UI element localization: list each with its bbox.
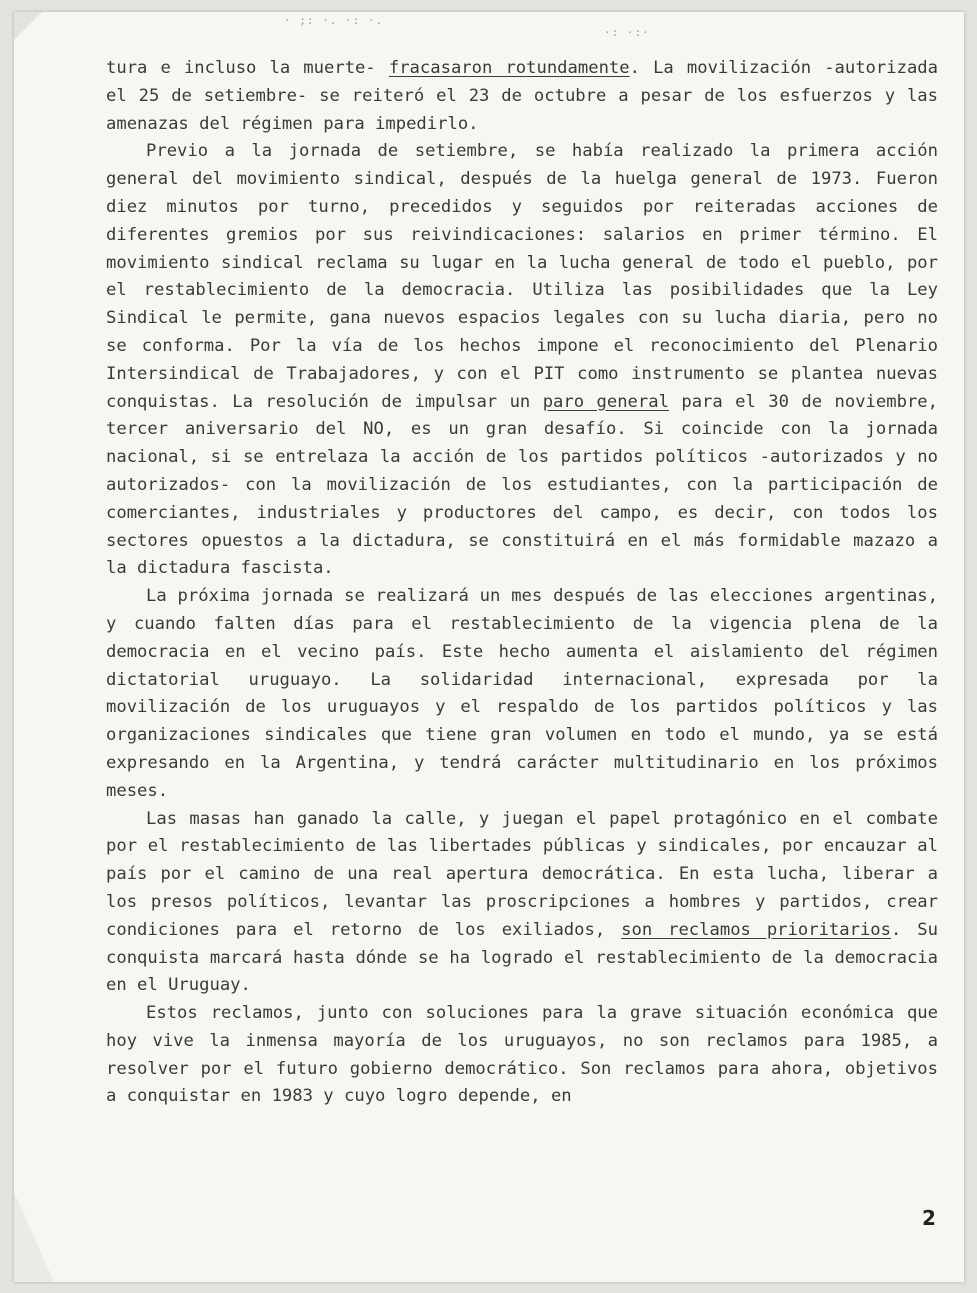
document-page [14, 12, 964, 1282]
page-corner-fold [14, 12, 42, 40]
page-number: 2 [922, 1206, 936, 1230]
underlined-phrase: paro general [542, 391, 669, 412]
paper-speckle: ·: ·:· [604, 26, 650, 39]
text-run: . Su conquista marcará hasta dónde se ha logrado el restablecimiento de la democracia en el Uruguay. [106, 919, 938, 996]
paper-speckle: · ;: ·. ·: ·. [284, 14, 384, 27]
paragraph [106, 1000, 938, 1111]
paragraph [106, 583, 938, 805]
paragraph [106, 806, 938, 1001]
text-run: . La movilización -autorizada el 25 de setiembre- se reiteró el 23 de octubre a pesar de los esfuerzos y las amenazas del régimen para impedirlo. [106, 58, 938, 134]
text-run: La próxima jornada se realizará un mes después de las elecciones argentinas, y cuando falten días para el restablecimiento de la vigencia plena de la democracia en el vecino país. Este hecho aumenta el aislamiento del régimen dictatorial uruguayo. La solidaridad internacional, expresada por la movilización de los uruguayos y el respaldo de los partidos políticos y las organizaciones sindicales que tiene gran volumen en todo el mundo, ya se está expresando en la Argentina, y tendrá carácter multitudinario en los próximos meses. [106, 586, 938, 801]
underlined-phrase: son reclamos prioritarios [621, 919, 891, 940]
text-run: Las masas han ganado la calle, y juegan el papel protagónico en el combate por el restablecimiento de las libertades públicas y sindicales, por encauzar al país por el camino de una real apertura democrática. En esta lucha, liberar a los presos políticos, levantar las proscripciones a hombres y partidos, crear condiciones para el retorno de los exiliados, [106, 808, 938, 940]
underlined-phrase: fracasaron rotundamente [388, 58, 630, 78]
page-corner-shadow [14, 1192, 54, 1282]
paragraph [106, 55, 938, 138]
text-run: Estos reclamos, junto con soluciones para la grave situación económica que hoy vive la inmensa mayoría de los uruguayos, no son reclamos para 1985, a resolver por el futuro gobierno democrático. Son reclamos para ahora, objetivos a conquistar en 1983 y cuyo logro depende, en [106, 1003, 938, 1107]
text-run: Previo a la jornada de setiembre, se había realizado la primera acción general del movimiento sindical, después de la huelga general de 1973. Fueron diez minutos por turno, precedidos y seguidos por reiteradas acciones de diferentes gremios por sus reivindicaciones: salarios en primer término. El movimiento sindical reclama su lugar en la lucha general de todo el pueblo, por el restablecimiento de la democracia. Utiliza las posibilidades que la Ley Sindical le permite, gana nuevos espacios legales con su lucha diaria, pero no se conforma. Por la vía de los hechos impone el reconocimiento del Plenario Intersindical de Trabajadores, y con el PIT como instrumento se plantea nuevas conquistas. La resolución de impulsar un [106, 141, 938, 412]
typewritten-text [106, 55, 938, 1111]
text-run: para el 30 de noviembre, tercer aniversario del NO, es un gran desafío. Si coincide con la jornada nacional, si se entrelaza la acción de los partidos políticos -autorizados y no autorizados- con la movilización de los estudiantes, con la participación de comerciantes, industriales y productores del campo, es decir, con todos los sectores opuestos a la dictadura, se constituirá en el más formidable mazazo a la dictadura fascista. [106, 391, 938, 579]
text-run: tura e incluso la muerte- [106, 58, 389, 78]
paragraph [106, 138, 938, 583]
